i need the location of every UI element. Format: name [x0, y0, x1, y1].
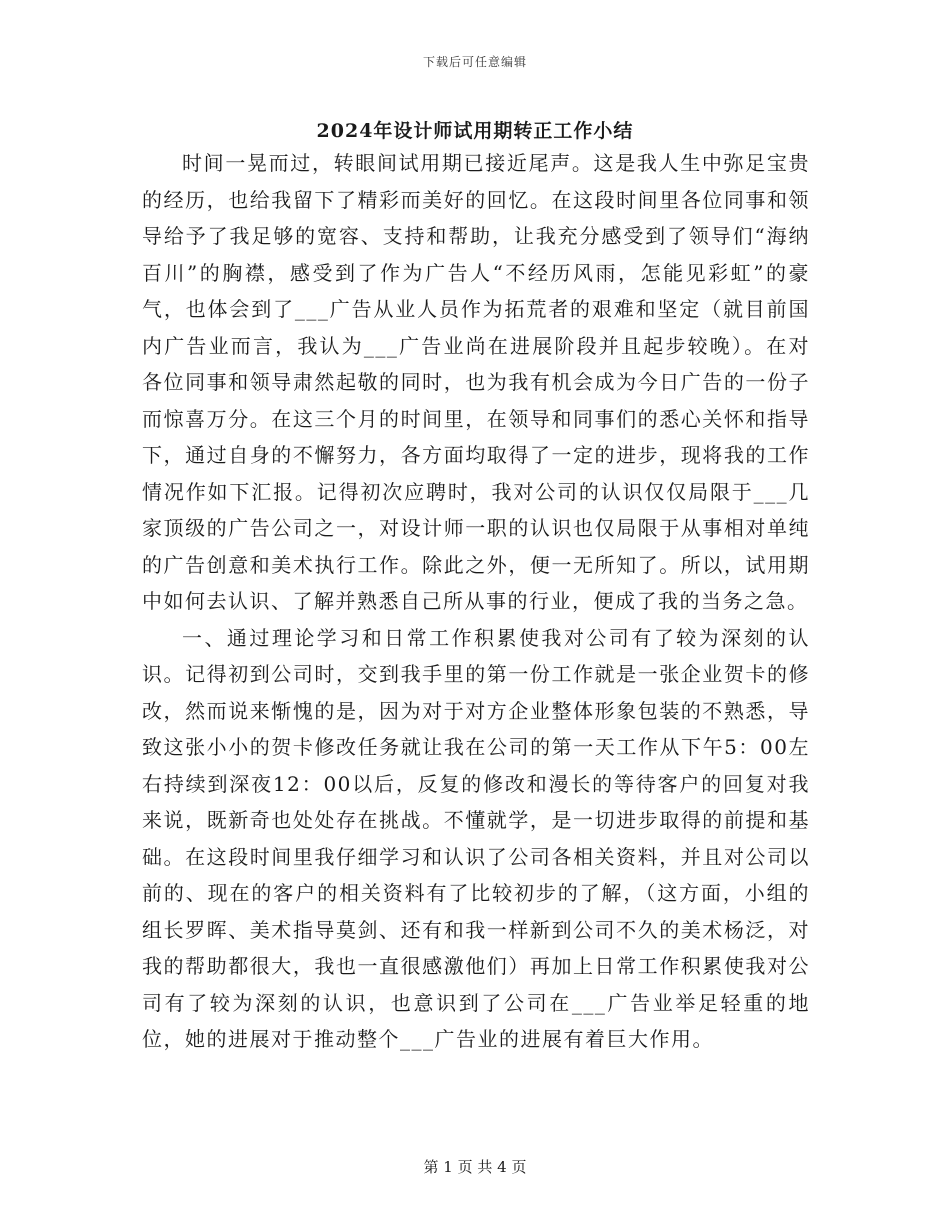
- paragraph-intro: 时间一晃而过，转眼间试用期已接近尾声。这是我人生中弥足宝贵的经历，也给我留下了精彩而美好的回忆。在这段时间里各位同事和领导给予了我足够的宽容、支持和帮助，让我充分感受到了领导们“海纳百川”的胸襟，感受到了作为广告人“不经历风雨，怎能见彩虹”的豪气，也体会到了___广告从业人员作为拓荒者的艰难和坚定（就目前国内广告业而言，我认为___广告业尚在进展阶段并且起步较晚）。在对各位同事和领导肃然起敬的同时，也为我有机会成为今日广告的一份子而惊喜万分。在这三个月的时间里，在领导和同事们的悉心关怀和指导下，通过自身的不懈努力，各方面均取得了一定的进步，现将我的工作情况作如下汇报。记得初次应聘时，我对公司的认识仅仅局限于___几家顶级的广告公司之一，对设计师一职的认识也仅局限于从事相对单纯的广告创意和美术执行工作。除此之外，便一无所知了。所以，试用期中如何去认识、了解并熟悉自己所从事的行业，便成了我的当务之急。: [142, 151, 810, 613]
- document-title: 2024年设计师试用期转正工作小结: [316, 120, 634, 142]
- document-body: [142, 145, 810, 1058]
- page-number-footer: 第 1 页 共 4 页: [423, 1158, 527, 1176]
- header-note: 下载后可任意编辑: [422, 55, 527, 69]
- paragraph-section-one: 一、通过理论学习和日常工作积累使我对公司有了较为深刻的认识。记得初到公司时，交到我手里的第一份工作就是一张企业贺卡的修改，然而说来惭愧的是，因为对于对方企业整体形象包装的不熟悉，导致这张小小的贺卡修改任务就让我在公司的第一天工作从下午5：00左右持续到深夜12：00以后，反复的修改和漫长的等待客户的回复对我来说，既新奇也处处存在挑战。不懂就学，是一切进步取得的前提和基础。在这段时间里我仔细学习和认识了公司各相关资料，并且对公司以前的、现在的客户的相关资料有了比较初步的了解，（这方面，小组的组长罗晖、美术指导莫剑、还有和我一样新到公司不久的美术杨泛，对我的帮助都很大，我也一直很感激他们）再加上日常工作积累使我对公司有了较为深刻的认识，也意识到了公司在___广告业举足轻重的地位，她的进展对于推动整个___广告业的进展有着巨大作用。: [142, 625, 810, 1051]
